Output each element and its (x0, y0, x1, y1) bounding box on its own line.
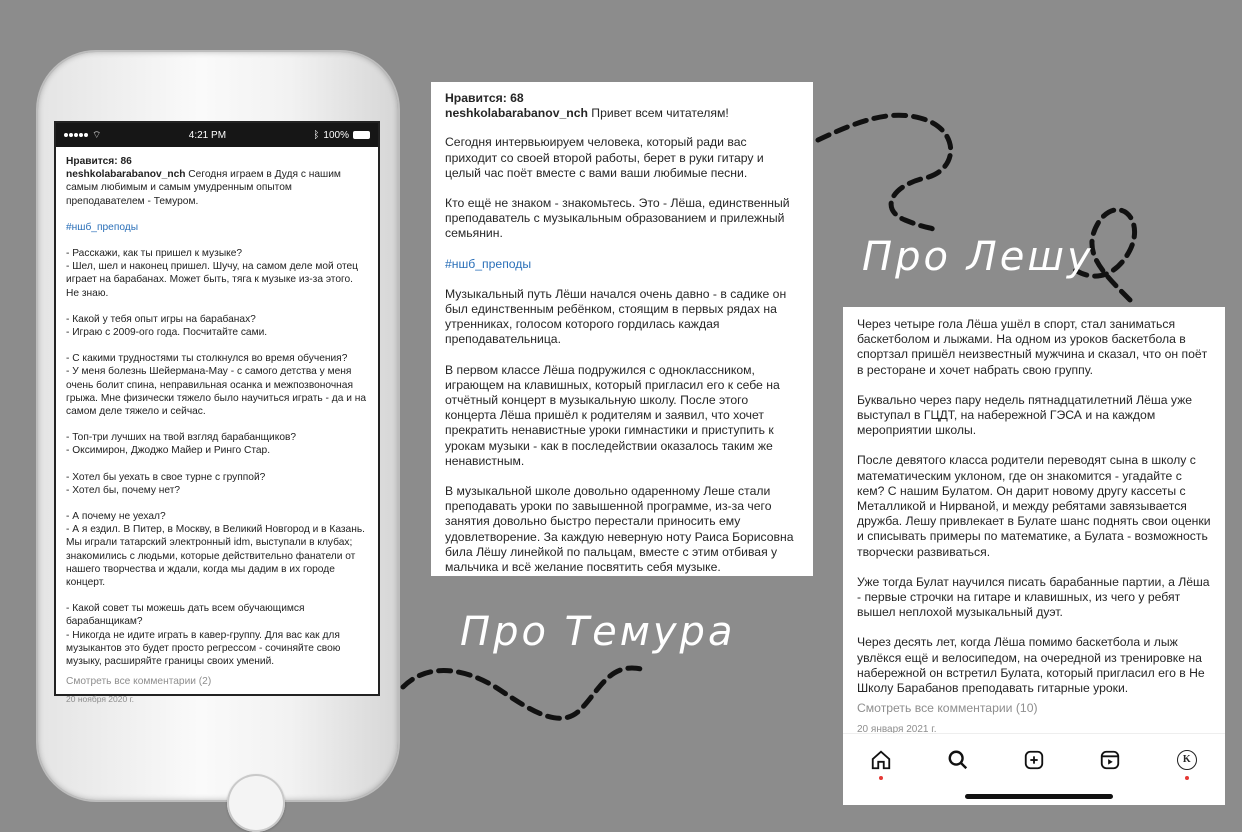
post-paragraph: В музыкальной школе довольно одаренному Леше стали преподавать уроки по завышенной программе, из-за чего занятия довольно быстро перестали приносить ему удовлетворение. За каждую неверную ноту Раиса Борисовна била Лёшу линейкой по пальцам, вместе с этим отбивая у мальчика и всё желание посвятить себя музыке. (445, 484, 794, 575)
home-indicator (965, 794, 1113, 799)
reels-icon[interactable] (1097, 747, 1123, 773)
post-date: 20 января 2021 г. (857, 724, 937, 736)
hashtag-link[interactable]: #ншб_преподы (445, 256, 532, 271)
create-icon[interactable] (1021, 747, 1047, 773)
paragraphs-1 (445, 135, 799, 241)
status-time: 4:21 PM (188, 129, 227, 141)
post-paragraph: Музыкальный путь Лёши начался очень давно - в садике он был единственным ребёнком, стоящим в первых рядах на утренниках, голосом которого гордилась каждая преподавательница. (445, 286, 787, 347)
home-icon[interactable] (868, 747, 894, 773)
post-greeting: Привет всем читателям! (587, 106, 729, 121)
post-username[interactable]: neshkolabarabanov_nch (66, 169, 186, 181)
status-bar (56, 123, 378, 147)
post-paragraph: В первом классе Лёша подружился с одноклассником, играющем на клавишных, который пригласил его к себе на отчётный концерт в музыкальную школу. После этого концерта Лёша пришёл к родителям и заявил, что хочет прекратить ненавистные уроки гимнастики и приступить к урокам музыки - как в последействии оказалось таким же ненавистным. (445, 362, 780, 468)
post-paragraph: После девятого класса родители переводят сына в школу с математическим уклоном, где он знакомится - угадайте с кем? С нашим Булатом. Он дарит новому другу кассеты с Металликой и Нирваной, и между ребятами завязывается дружба. Лешу привлекает в Булате шанс поднять свои оценки и списывать примеры по математике, а Булата - возможность творчески развиваться. (857, 453, 1211, 559)
post-card-lesha-intro (431, 82, 813, 576)
post-paragraph: Буквально через пару недель пятнадцатилетний Лёша уже выступал в ГЦДТ, на набережной ГЭСА и на каждом мероприятии школы. (857, 392, 1193, 438)
paragraphs (857, 317, 1211, 696)
battery-percent: 100% (323, 129, 349, 141)
paragraphs-2 (445, 287, 799, 575)
post-card-lesha-story (843, 307, 1225, 805)
home-button[interactable] (227, 774, 285, 832)
post-paragraph: Кто ещё не знаком - знакомьтесь. Это - Лёша, единственный преподаватель с музыкальным образованием и прилежный семьянин. (445, 196, 790, 241)
post-paragraph: Сегодня интервьюируем человека, который ради вас приходит со своей второй работы, берет в руки гитару и целый час поёт вместе с вами ваши любимые песни. (445, 135, 764, 180)
post-paragraph: Через десять лет, когда Лёша помимо баскетбола и лыж увлёкся ещё и велосипедом, на очередной из тренировке на набережной он встретил Булата, который пригласил его в Не Школу Барабанов преподавать гитарные уроки. (857, 635, 1205, 696)
qa-item: - Хотел бы уехать в свое турне с группой? - Хотел бы, почему нет? (66, 471, 266, 496)
search-icon[interactable] (945, 747, 971, 773)
view-comments-link[interactable]: Смотреть все комментарии (10) (857, 701, 1038, 716)
likes-count: Нравится: 86 (66, 156, 132, 167)
avatar: K (1177, 750, 1197, 770)
post-paragraph: Уже тогда Булат научился писать барабанные партии, а Лёша - первые строчки на гитаре и клавишных, из чего у ребят вышел неплохой музыкальный дуэт. (857, 574, 1210, 620)
post-username[interactable]: neshkolabarabanov_nch (445, 106, 588, 121)
qa-item: - Какой совет ты можешь дать всем обучающимся барабанщикам? - Никогда не идите играть в кавер-группу. Для вас как для музыкантов это будет просто регрессом - сочиняйте свою музыку, расширяйте границы своих умений. (66, 603, 341, 668)
profile-avatar[interactable] (1174, 747, 1200, 773)
likes-count: Нравится: 68 (445, 91, 524, 105)
qa-item: - Какой у тебя опыт игры на барабанах? - Играю с 2009-ого года. Посчитайте сами. (66, 313, 268, 339)
qa-list (66, 247, 368, 668)
bottom-nav (843, 733, 1225, 785)
battery-icon (353, 131, 370, 139)
phone-screen (54, 121, 380, 704)
hashtag-link[interactable]: #ншб_преподы (66, 221, 139, 233)
post-date: 20 ноября 2020 г. (66, 693, 134, 704)
qa-item: - С какими трудностями ты столкнулся во время обучения? - У меня болезнь Шейермана-Мау - с самого детства у меня очень болит спина, неправильная осанка и межпозвоночная грыжа. Мне физически тяжело было научиться играть - да и на самом деле тяжело и сейчас. (66, 353, 367, 418)
qa-item: - Расскажи, как ты пришел к музыке? - Шел, шел и наконец пришел. Шучу, на самом деле мой отец играет на барабанах. Может быть, тяга к музыке из-за этого. Не знаю. (66, 248, 359, 299)
post-paragraph: Через четыре гола Лёша ушёл в спорт, стал заниматься баскетболом и лыжами. На одном из уроков баскетбола в спортзал пришёл неизвестный мужчина и сказал, что он поёт в ресторане и хочет набрать свою группу. (857, 317, 1208, 377)
post-caption: Сегодня играем в Дудя с нашим самым любимым и самым умудренным опытом преподавателем - Темуром. (66, 169, 341, 207)
qa-item: - Топ-три лучших на твой взгляд барабанщиков? - Оксимирон, Джоджо Майер и Ринго Стар. (66, 432, 297, 457)
signal-icon (64, 129, 101, 142)
qa-item: - А почему не уехал? - А я ездил. В Питер, в Москву, в Великий Новгород и в Казань. Мы играли татарский электронный idm, выступали в клубах; знакомились с людьми, которые действительно фанатели от нашего творчества и ждали, когда мы дадим в их городе концерт. (66, 511, 365, 589)
bluetooth-icon: ᛒ (313, 129, 320, 141)
wifi-icon: ⌔ (92, 129, 102, 141)
label-about-temur: Про Темура (460, 609, 736, 655)
view-comments-link[interactable]: Смотреть все комментарии (2) (66, 676, 212, 688)
phone-post (56, 147, 378, 706)
label-about-lesha: Про Лешу (862, 234, 1094, 280)
